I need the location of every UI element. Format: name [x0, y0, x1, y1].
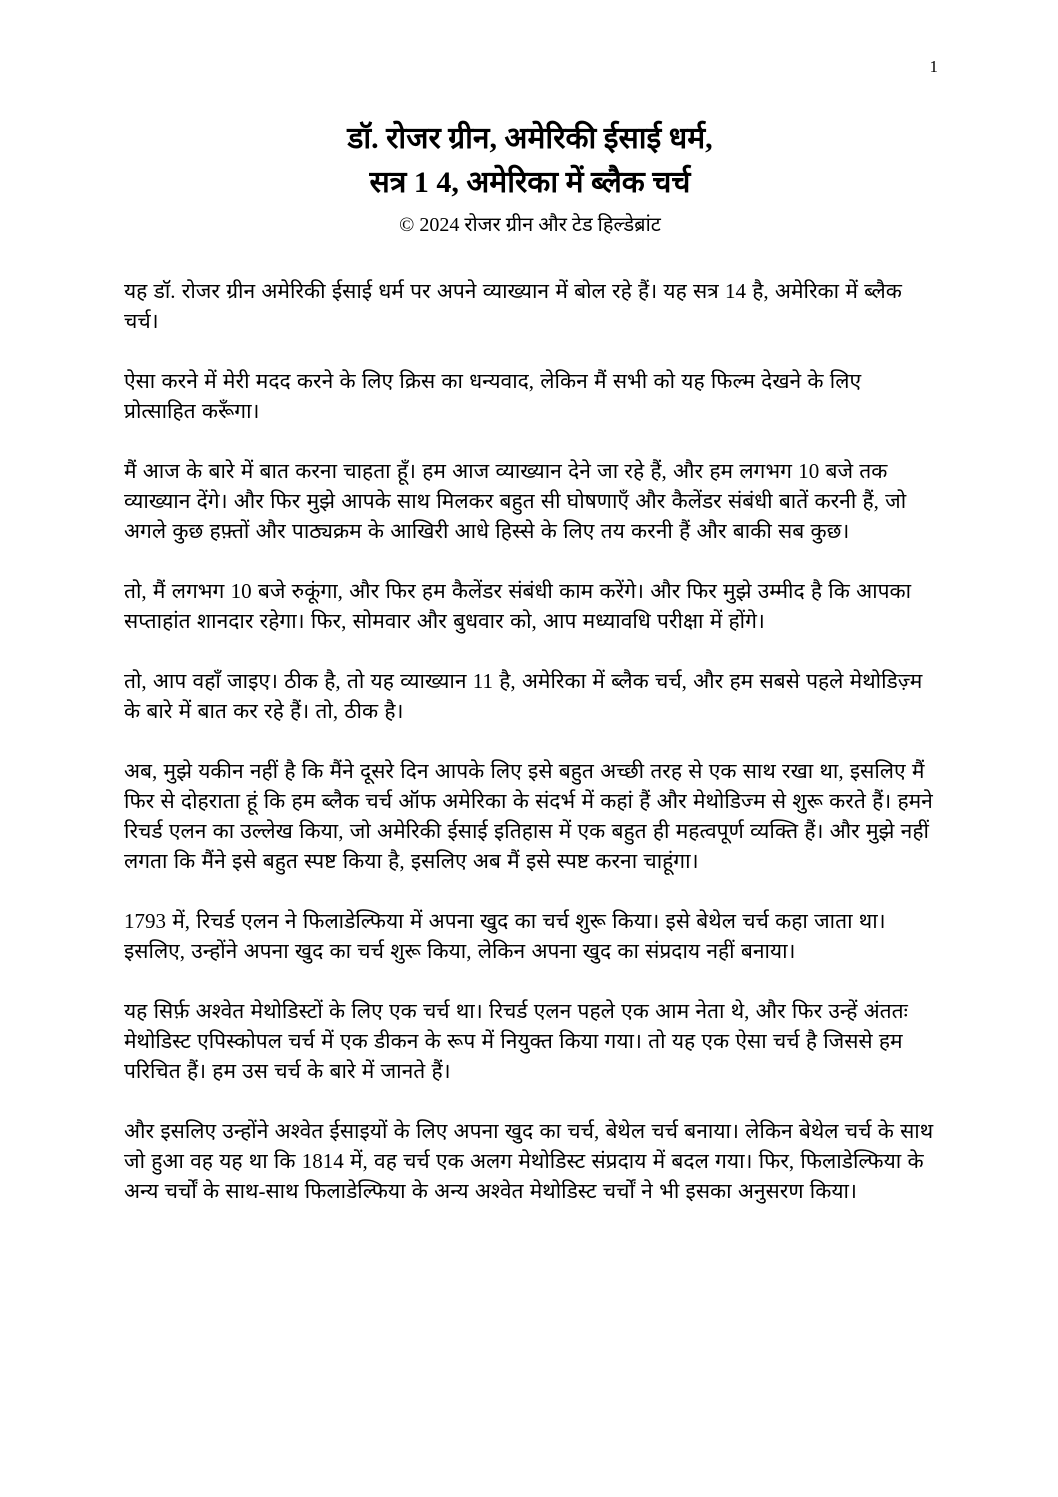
- document-title: [124, 117, 936, 204]
- document-body: [124, 276, 936, 1206]
- title-line-1: डॉ. रोजर ग्रीन, अमेरिकी ईसाई धर्म,: [347, 122, 713, 155]
- paragraph-3: मैं आज के बारे में बात करना चाहता हूँ। हम आज व्याख्यान देने जा रहे हैं, और हम लगभग 10 बजे तक व्याख्यान देंगे। और फिर मुझे आपके साथ मिलकर बहुत सी घोषणाएँ और कैलेंडर संबंधी बातें करनी हैं, जो अगले कुछ हफ़्तों और पाठ्यक्रम के आखिरी आधे हिस्से के लिए तय करनी हैं और बाकी सब कुछ।: [124, 459, 907, 543]
- title-line-2: सत्र 1 4, अमेरिका में ब्लैक चर्च: [369, 165, 691, 199]
- paragraph-2: ऐसा करने में मेरी मदद करने के लिए क्रिस का धन्यवाद, लेकिन मैं सभी को यह फिल्म देखने के लिए प्रोत्साहित करूँगा।: [124, 369, 862, 423]
- paragraph-1: यह डॉ. रोजर ग्रीन अमेरिकी ईसाई धर्म पर अपने व्याख्यान में बोल रहे हैं। यह सत्र 14 है, अमेरिका में ब्लैक चर्च।: [124, 279, 902, 333]
- paragraph-4: तो, मैं लगभग 10 बजे रुकूंगा, और फिर हम कैलेंडर संबंधी काम करेंगे। और फिर मुझे उम्मीद है कि आपका सप्ताहांत शानदार रहेगा। फिर, सोमवार और बुधवार को, आप मध्यावधि परीक्षा में होंगे।: [124, 579, 912, 633]
- paragraph-6: अब, मुझे यकीन नहीं है कि मैंने दूसरे दिन आपके लिए इसे बहुत अच्छी तरह से एक साथ रखा था, इसलिए मैं फिर से दोहराता हूं कि हम ब्लैक चर्च ऑफ अमेरिका के संदर्भ में कहां हैं और मेथोडिज्म से शुरू करते हैं। हमने रिचर्ड एलन का उल्लेख किया, जो अमेरिकी ईसाई इतिहास में एक बहुत ही महत्वपूर्ण व्यक्ति हैं। और मुझे नहीं लगता कि मैंने इसे बहुत स्पष्ट किया है, इसलिए अब मैं इसे स्पष्ट करना चाहूंगा।: [124, 759, 933, 873]
- paragraph-8: यह सिर्फ़ अश्वेत मेथोडिस्टों के लिए एक चर्च था। रिचर्ड एलन पहले एक आम नेता थे, और फिर उन्हें अंततः मेथोडिस्ट एपिस्कोपल चर्च में एक डीकन के रूप में नियुक्त किया गया। तो यह एक ऐसा चर्च है जिससे हम परिचित हैं। हम उस चर्च के बारे में जानते हैं।: [124, 999, 908, 1083]
- paragraph-9: और इसलिए उन्होंने अश्वेत ईसाइयों के लिए अपना खुद का चर्च, बेथेल चर्च बनाया। लेकिन बेथेल चर्च के साथ जो हुआ वह यह था कि 1814 में, वह चर्च एक अलग मेथोडिस्ट संप्रदाय में बदल गया। फिर, फिलाडेल्फिया के अन्य चर्चों के साथ-साथ फिलाडेल्फिया के अन्य अश्वेत मेथोडिस्ट चर्चों ने भी इसका अनुसरण किया।: [124, 1119, 934, 1203]
- page-number: 1: [929, 57, 938, 76]
- copyright-line: © 2024 रोजर ग्रीन और टेड हिल्डेब्रांट: [399, 214, 661, 236]
- paragraph-5: तो, आप वहाँ जाइए। ठीक है, तो यह व्याख्यान 11 है, अमेरिका में ब्लैक चर्च, और हम सबसे पहले मेथोडिज़्म के बारे में बात कर रहे हैं। तो, ठीक है।: [124, 669, 923, 723]
- paragraph-7: 1793 में, रिचर्ड एलन ने फिलाडेल्फिया में अपना खुद का चर्च शुरू किया। इसे बेथेल चर्च कहा जाता था। इसलिए, उन्होंने अपना खुद का चर्च शुरू किया, लेकिन अपना खुद का संप्रदाय नहीं बनाया।: [124, 909, 886, 963]
